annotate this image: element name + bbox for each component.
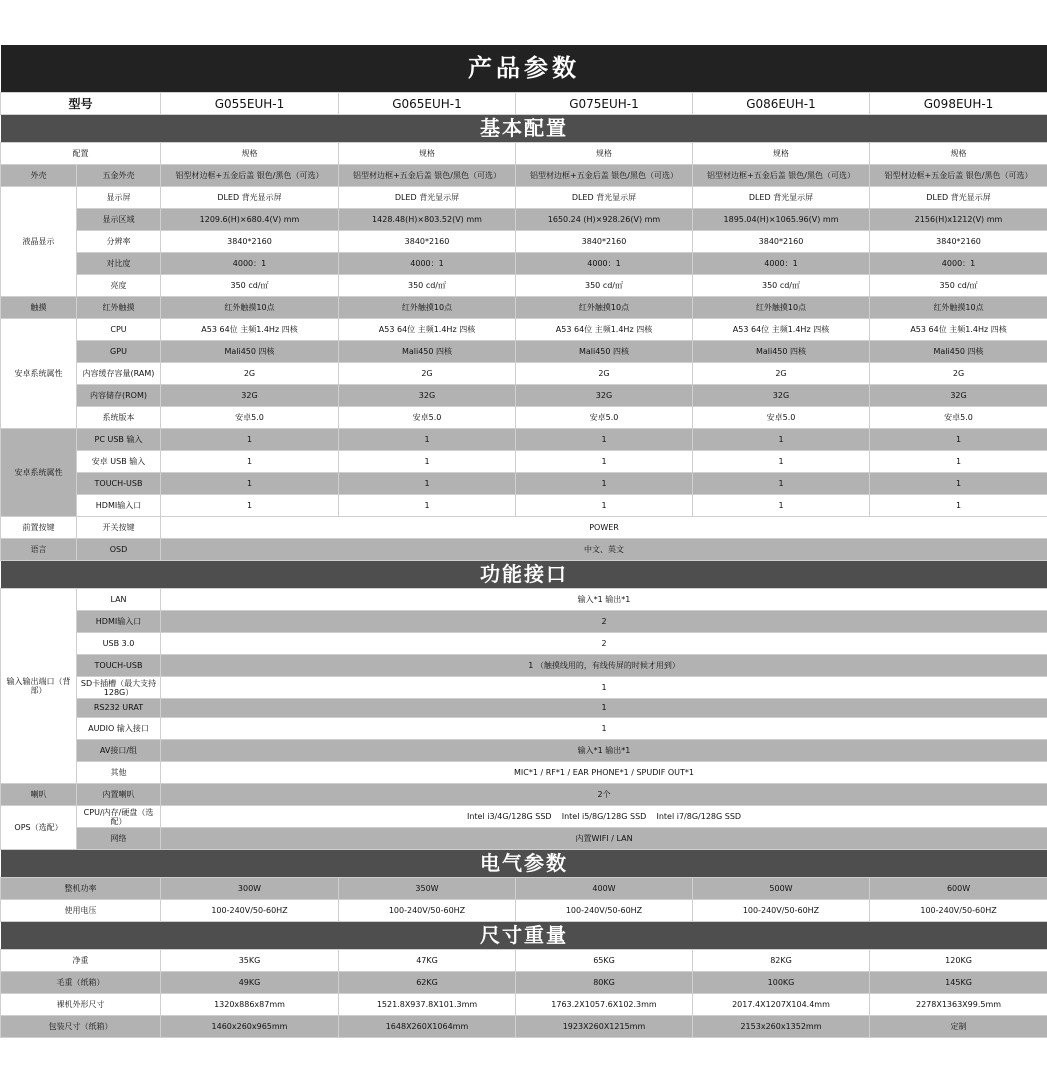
config-label: 配置: [1, 143, 161, 165]
category-cell: 语言: [1, 539, 77, 561]
spec-header: 规格: [870, 143, 1047, 165]
value-cell: 2278X1363X99.5mm: [870, 994, 1047, 1016]
value-cell: 1650.24 (H)×928.26(V) mm: [516, 209, 693, 231]
spec-header: 规格: [161, 143, 339, 165]
value-cell: 红外触摸10点: [516, 297, 693, 319]
value-cell: 65KG: [516, 950, 693, 972]
section-title-basic: 基本配置: [1, 115, 1047, 143]
value-cell: DLED 背光显示屏: [339, 187, 516, 209]
category-cell: 安卓系统属性: [1, 319, 77, 429]
item-cell: 显示屏: [77, 187, 161, 209]
value-cell: Mali450 四核: [870, 341, 1047, 363]
value-cell: 35KG: [161, 950, 339, 972]
item-cell: 五金外壳: [77, 165, 161, 187]
value-cell: 4000：1: [161, 253, 339, 275]
value-cell: 1209.6(H)×680.4(V) mm: [161, 209, 339, 231]
value-cell: Mali450 四核: [161, 341, 339, 363]
value-cell: 32G: [339, 385, 516, 407]
model-label: 型号: [1, 93, 161, 115]
category-cell: 安卓系统属性: [1, 429, 77, 517]
value-cell: 1521.8X937.8X101.3mm: [339, 994, 516, 1016]
item-cell: CPU: [77, 319, 161, 341]
value-cell: 32G: [516, 385, 693, 407]
value-cell: 62KG: [339, 972, 516, 994]
value-cell: 输入*1 输出*1: [161, 589, 1047, 611]
category-cell: 前置按键: [1, 517, 77, 539]
value-cell: 350 cd/㎡: [870, 275, 1047, 297]
value-cell: 中文、英文: [161, 539, 1047, 561]
item-cell: USB 3.0: [77, 633, 161, 655]
value-cell: 输入*1 输出*1: [161, 740, 1047, 762]
item-cell: LAN: [77, 589, 161, 611]
section-title-electric: 电气参数: [1, 850, 1047, 878]
value-cell: 1: [516, 451, 693, 473]
item-cell: TOUCH-USB: [77, 473, 161, 495]
value-cell: 安卓5.0: [870, 407, 1047, 429]
value-cell: 铝型材边框+五金后盖 银色/黑色（可选）: [693, 165, 870, 187]
value-cell: 3840*2160: [870, 231, 1047, 253]
row-label: 裸机外形尺寸: [1, 994, 161, 1016]
value-cell: 300W: [161, 878, 339, 900]
value-cell: 1: [161, 677, 1047, 699]
value-cell: 1320x886x87mm: [161, 994, 339, 1016]
value-cell: 3840*2160: [693, 231, 870, 253]
value-cell: DLED 背光显示屏: [516, 187, 693, 209]
category-cell: 喇叭: [1, 784, 77, 806]
value-cell: 4000：1: [693, 253, 870, 275]
value-cell: 400W: [516, 878, 693, 900]
item-cell: AUDIO 输入接口: [77, 718, 161, 740]
value-cell: 1: [161, 699, 1047, 718]
value-cell: A53 64位 主频1.4Hz 四核: [339, 319, 516, 341]
item-cell: 网络: [77, 828, 161, 850]
item-cell: HDMI输入口: [77, 611, 161, 633]
item-cell: 红外触摸: [77, 297, 161, 319]
value-cell: A53 64位 主频1.4Hz 四核: [870, 319, 1047, 341]
page-title: 产品参数: [1, 45, 1047, 93]
item-cell: 分辨率: [77, 231, 161, 253]
value-cell: 1428.48(H)×803.52(V) mm: [339, 209, 516, 231]
value-cell: 32G: [161, 385, 339, 407]
value-cell: 1: [870, 429, 1047, 451]
value-cell: 1460x260x965mm: [161, 1016, 339, 1038]
model-name: G055EUH-1: [161, 93, 339, 115]
value-cell: 内置WIFI / LAN: [161, 828, 1047, 850]
section-title-ports: 功能接口: [1, 561, 1047, 589]
value-cell: 1: [161, 718, 1047, 740]
value-cell: 2156(H)x1212(V) mm: [870, 209, 1047, 231]
value-cell: 1: [693, 473, 870, 495]
category-cell: 液晶显示: [1, 187, 77, 297]
value-cell: A53 64位 主频1.4Hz 四核: [693, 319, 870, 341]
value-cell: 1: [161, 451, 339, 473]
value-cell: 1648X260X1064mm: [339, 1016, 516, 1038]
value-cell: 120KG: [870, 950, 1047, 972]
value-cell: POWER: [161, 517, 1047, 539]
value-cell: 2G: [870, 363, 1047, 385]
category-cell: OPS（选配）: [1, 806, 77, 850]
item-cell: SD卡插槽（最大支持128G）: [77, 677, 161, 699]
category-cell: 输入输出端口（背部）: [1, 589, 77, 784]
item-cell: PC USB 输入: [77, 429, 161, 451]
value-cell: 350 cd/㎡: [693, 275, 870, 297]
category-cell: 外壳: [1, 165, 77, 187]
value-cell: 350 cd/㎡: [339, 275, 516, 297]
value-cell: DLED 背光显示屏: [161, 187, 339, 209]
item-cell: TOUCH-USB: [77, 655, 161, 677]
item-cell: 对比度: [77, 253, 161, 275]
item-cell: 亮度: [77, 275, 161, 297]
value-cell: 4000：1: [516, 253, 693, 275]
item-cell: 其他: [77, 762, 161, 784]
value-cell: 1: [516, 429, 693, 451]
value-cell: 600W: [870, 878, 1047, 900]
model-name: G075EUH-1: [516, 93, 693, 115]
value-cell: 2G: [339, 363, 516, 385]
value-cell: MIC*1 / RF*1 / EAR PHONE*1 / SPUDIF OUT*1: [161, 762, 1047, 784]
value-cell: A53 64位 主频1.4Hz 四核: [161, 319, 339, 341]
value-cell: 100-240V/50-60HZ: [870, 900, 1047, 922]
value-cell: 82KG: [693, 950, 870, 972]
value-cell: 350 cd/㎡: [161, 275, 339, 297]
item-cell: HDMI输入口: [77, 495, 161, 517]
value-cell: 100-240V/50-60HZ: [693, 900, 870, 922]
value-cell: 100-240V/50-60HZ: [339, 900, 516, 922]
value-cell: 3840*2160: [339, 231, 516, 253]
value-cell: 47KG: [339, 950, 516, 972]
value-cell: 1 （触摸线用的，有线传屏的时候才用到）: [161, 655, 1047, 677]
value-cell: 32G: [870, 385, 1047, 407]
value-cell: 32G: [693, 385, 870, 407]
item-cell: 显示区域: [77, 209, 161, 231]
item-cell: 开关按键: [77, 517, 161, 539]
value-cell: 1: [693, 429, 870, 451]
value-cell: 2153x260x1352mm: [693, 1016, 870, 1038]
model-name: G065EUH-1: [339, 93, 516, 115]
value-cell: 1: [693, 495, 870, 517]
value-cell: 安卓5.0: [516, 407, 693, 429]
row-label: 包装尺寸（纸箱）: [1, 1016, 161, 1038]
value-cell: DLED 背光显示屏: [870, 187, 1047, 209]
value-cell: 铝型材边框+五金后盖 银色/黑色（可选）: [339, 165, 516, 187]
value-cell: 2G: [516, 363, 693, 385]
value-cell: 100KG: [693, 972, 870, 994]
value-cell: 2: [161, 611, 1047, 633]
spec-header: 规格: [339, 143, 516, 165]
item-cell: RS232 URAT: [77, 699, 161, 718]
value-cell: 100-240V/50-60HZ: [161, 900, 339, 922]
value-cell: 1: [870, 473, 1047, 495]
value-cell: 1: [161, 429, 339, 451]
value-cell: 铝型材边框+五金后盖 银色/黑色（可选）: [516, 165, 693, 187]
item-cell: 系统版本: [77, 407, 161, 429]
value-cell: 4000：1: [339, 253, 516, 275]
value-cell: 安卓5.0: [161, 407, 339, 429]
value-cell: 红外触摸10点: [870, 297, 1047, 319]
value-cell: 3840*2160: [516, 231, 693, 253]
spec-table: [0, 45, 1047, 1038]
value-cell: 1: [339, 495, 516, 517]
value-cell: Mali450 四核: [693, 341, 870, 363]
row-label: 使用电压: [1, 900, 161, 922]
value-cell: 安卓5.0: [693, 407, 870, 429]
item-cell: OSD: [77, 539, 161, 561]
value-cell: 1: [339, 451, 516, 473]
value-cell: 红外触摸10点: [693, 297, 870, 319]
item-cell: CPU/内存/硬盘（选配）: [77, 806, 161, 828]
value-cell: 1895.04(H)×1065.96(V) mm: [693, 209, 870, 231]
item-cell: 安卓 USB 输入: [77, 451, 161, 473]
value-cell: 1763.2X1057.6X102.3mm: [516, 994, 693, 1016]
value-cell: 1: [516, 495, 693, 517]
row-label: 净重: [1, 950, 161, 972]
value-cell: 1: [339, 429, 516, 451]
value-cell: 3840*2160: [161, 231, 339, 253]
spec-header: 规格: [693, 143, 870, 165]
value-cell: 1923X260X1215mm: [516, 1016, 693, 1038]
item-cell: GPU: [77, 341, 161, 363]
value-cell: 1: [870, 495, 1047, 517]
value-cell: 2个: [161, 784, 1047, 806]
value-cell: Intel i3/4G/128G SSD Intel i5/8G/128G SSD Intel i7/8G/128G SSD: [161, 806, 1047, 828]
value-cell: 红外触摸10点: [161, 297, 339, 319]
item-cell: 内容储存(ROM): [77, 385, 161, 407]
value-cell: 2G: [693, 363, 870, 385]
value-cell: Mali450 四核: [516, 341, 693, 363]
value-cell: 145KG: [870, 972, 1047, 994]
value-cell: 安卓5.0: [339, 407, 516, 429]
value-cell: 1: [693, 451, 870, 473]
value-cell: 350 cd/㎡: [516, 275, 693, 297]
value-cell: 80KG: [516, 972, 693, 994]
value-cell: 49KG: [161, 972, 339, 994]
value-cell: Mali450 四核: [339, 341, 516, 363]
value-cell: 1: [339, 473, 516, 495]
value-cell: A53 64位 主频1.4Hz 四核: [516, 319, 693, 341]
value-cell: 铝型材边框+五金后盖 银色/黑色（可选）: [870, 165, 1047, 187]
value-cell: 500W: [693, 878, 870, 900]
value-cell: 2: [161, 633, 1047, 655]
value-cell: 350W: [339, 878, 516, 900]
value-cell: 4000：1: [870, 253, 1047, 275]
value-cell: 定制: [870, 1016, 1047, 1038]
item-cell: 内容缓存容量(RAM): [77, 363, 161, 385]
value-cell: 1: [161, 473, 339, 495]
value-cell: 1: [870, 451, 1047, 473]
category-cell: 触摸: [1, 297, 77, 319]
item-cell: 内置喇叭: [77, 784, 161, 806]
value-cell: 1: [161, 495, 339, 517]
value-cell: 铝型材边框+五金后盖 银色/黑色（可选）: [161, 165, 339, 187]
spec-sheet: [0, 45, 1047, 1038]
value-cell: 红外触摸10点: [339, 297, 516, 319]
model-name: G098EUH-1: [870, 93, 1047, 115]
spec-header: 规格: [516, 143, 693, 165]
section-title-size: 尺寸重量: [1, 922, 1047, 950]
row-label: 毛重（纸箱）: [1, 972, 161, 994]
value-cell: DLED 背光显示屏: [693, 187, 870, 209]
value-cell: 1: [516, 473, 693, 495]
item-cell: AV接口/组: [77, 740, 161, 762]
model-name: G086EUH-1: [693, 93, 870, 115]
row-label: 整机功率: [1, 878, 161, 900]
value-cell: 2G: [161, 363, 339, 385]
value-cell: 2017.4X1207X104.4mm: [693, 994, 870, 1016]
value-cell: 100-240V/50-60HZ: [516, 900, 693, 922]
